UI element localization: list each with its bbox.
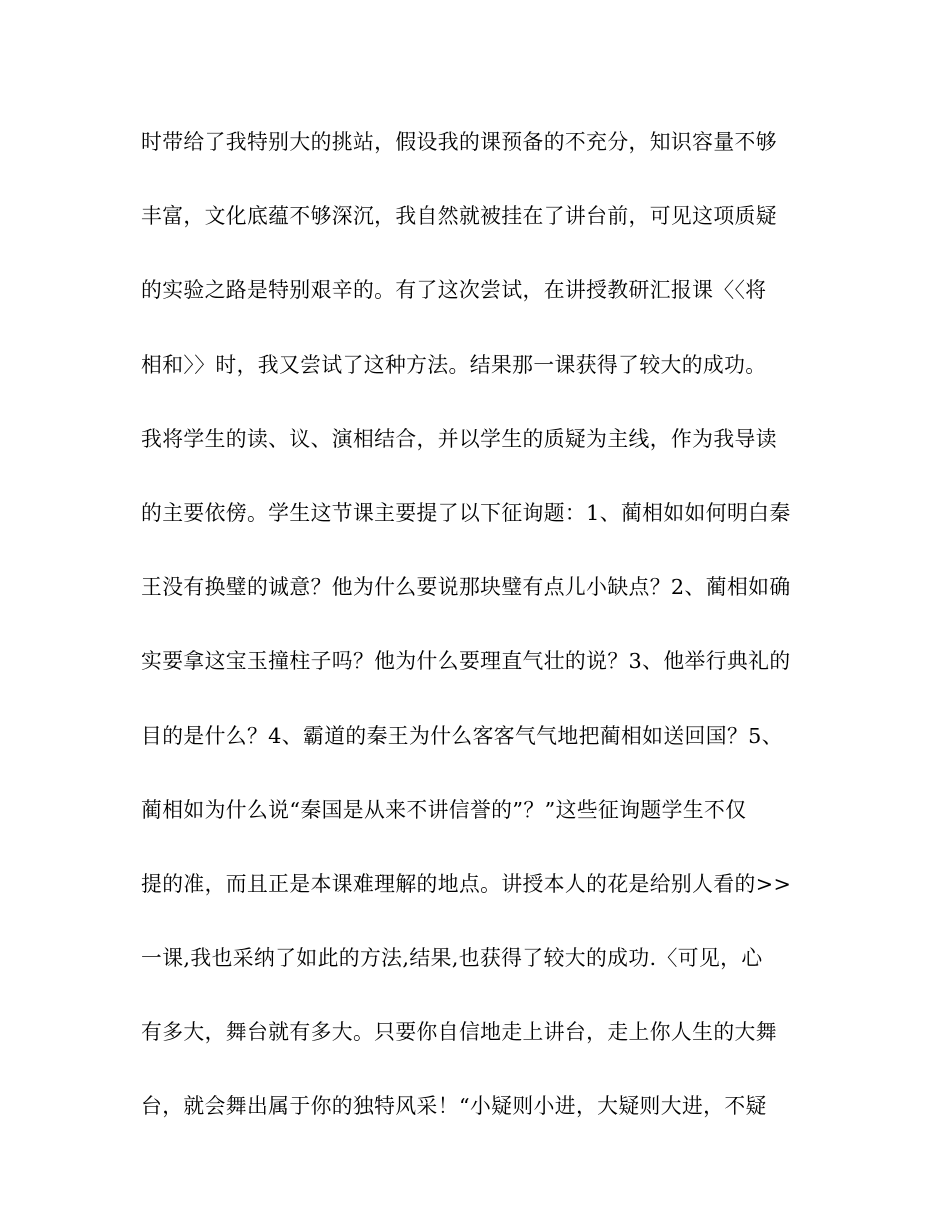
- text-line-13: 有多大，舞台就有多大。只要你自信地走上讲台，走上你人生的大舞: [141, 1020, 777, 1045]
- text-line-14: 台，就会舞出属于你的独特风采！“小疑则小进，大疑则大进，不疑: [141, 1094, 767, 1119]
- text-line-9: 目的是什么？4、霸道的秦王为什么客客气气地把蔺相如送回国？5、: [141, 723, 783, 748]
- text-line-12: 一课,我也采纳了如此的方法,结果,也获得了较大的成功.〈可见，心: [141, 946, 763, 971]
- body-text: [141, 122, 821, 1161]
- text-line-1: 时带给了我特别大的挑站，假设我的课预备的不充分，知识容量不够: [141, 130, 777, 154]
- text-line-3: 的实验之路是特别艰辛的。有了这次尝试，在讲授教研汇报课〈〈将: [141, 278, 767, 303]
- text-line-11: 提的准，而且正是本课难理解的地点。讲授本人的花是给别人看的>>: [141, 871, 792, 896]
- text-line-10: 蔺相如为什么说“秦国是从来不讲信誉的”？”这些征询题学生不仅: [141, 797, 747, 822]
- text-line-5: 我将学生的读、议、演相结合，并以学生的质疑为主线，作为我导读: [141, 426, 777, 451]
- text-line-4: 相和〉〉时，我又尝试了这种方法。结果那一课获得了较大的成功。: [141, 352, 767, 377]
- text-line-2: 丰富，文化底蕴不够深沉，我自然就被挂在了讲台前，可见这项质疑: [141, 204, 777, 229]
- text-line-7: 王没有换璧的诚意？他为什么要说那块璧有点儿小缺点？2、蔺相如确: [141, 575, 791, 600]
- text-line-6: 的主要依傍。学生这节课主要提了以下征询题：1、蔺相如如何明白秦: [141, 500, 791, 525]
- text-line-8: 实要拿这宝玉撞柱子吗？他为什么要理直气壮的说？3、他举行典礼的: [141, 649, 791, 674]
